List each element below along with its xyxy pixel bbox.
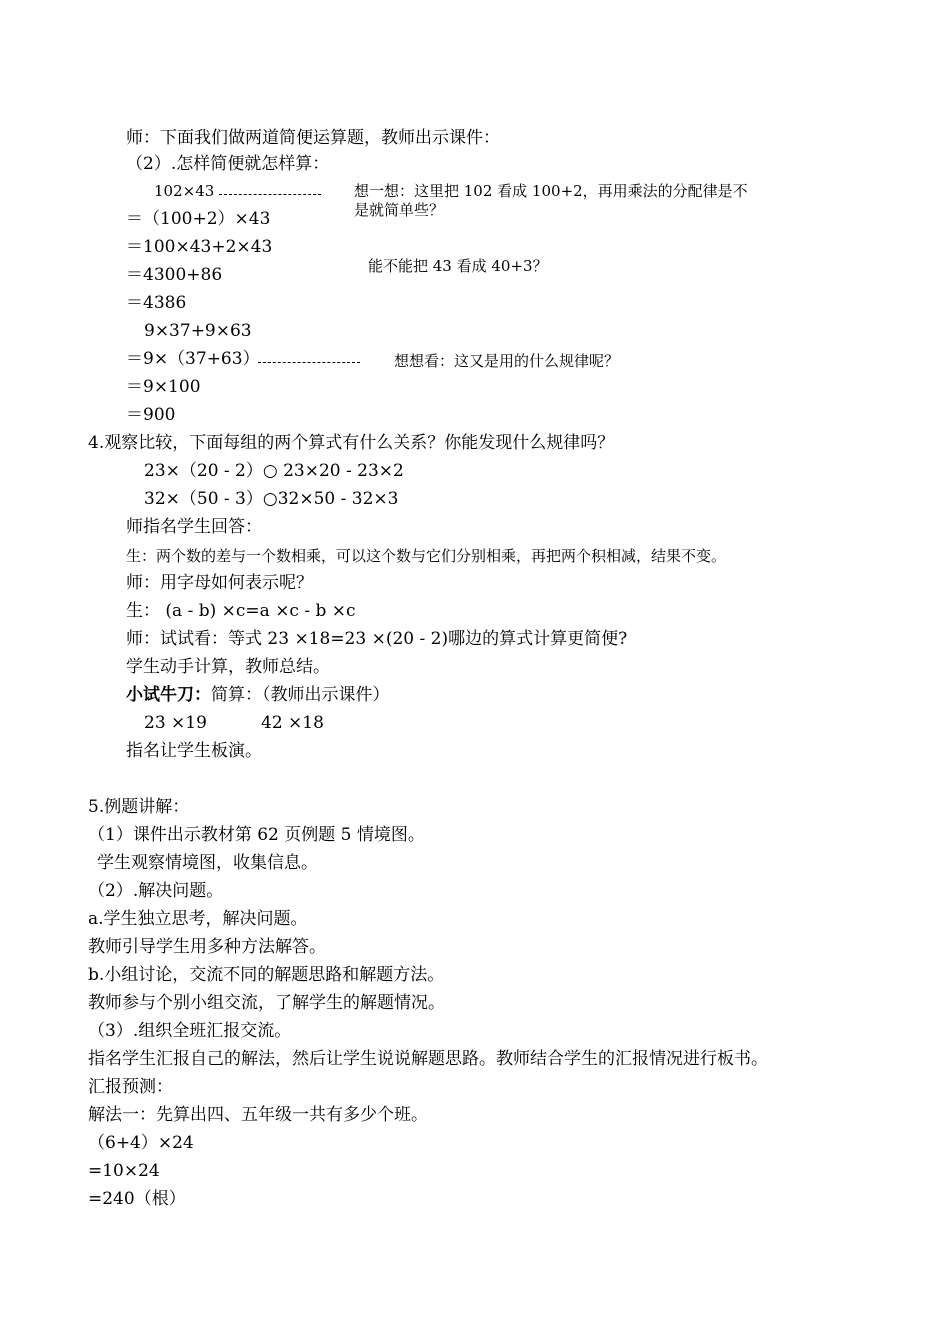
callout-note-1-line-1: 想一想：这里把 102 看成 100+2，再用乘法的分配律是不 [354,182,748,200]
text-line: 学生观察情境图，收集信息。 [97,853,318,873]
text-line: a.学生独立思考，解决问题。 [88,909,308,929]
calculation-line: =240（根） [88,1189,186,1209]
practice-heading: 小试牛刀： [126,685,211,705]
student-answer-line: 生：两个数的差与一个数相乘，可以这个数与它们分别相乘，再把两个积相减，结果不变。 [126,547,727,565]
practice-expression: 42 ×18 [261,713,324,733]
text-line: （2）.解决问题。 [88,881,224,901]
text-line: 指名让学生板演。 [126,741,262,761]
calculation-line: =10×24 [88,1161,160,1181]
step-line: ＝4300+86 [126,265,223,285]
step-line: ＝100×43+2×43 [126,237,273,257]
step-line: ＝9×（37+63） [126,349,260,369]
text-line: 师：试试看：等式 23 ×18=23 ×(20 - 2)哪边的算式计算更简便? [126,629,628,649]
text-line: （1）课件出示教材第 62 页例题 5 情境图。 [88,825,425,845]
text-line: 指名学生汇报自己的解法，然后让学生说说解题思路。教师结合学生的汇报情况进行板书。 [88,1049,768,1069]
text-line: 师指名学生回答： [126,517,262,537]
comparison-line: 23×（20 - 2）○ 23×20 - 23×2 [144,461,404,481]
text-line: b.小组讨论，交流不同的解题思路和解题方法。 [88,965,445,985]
practice-expression: 23 ×19 [144,713,207,733]
expression-102x43: 102×43 [154,182,215,200]
calculation-line: （6+4）×24 [88,1133,194,1153]
question-2-heading: （2）.怎样简便就怎样算： [126,154,330,174]
text-line: 汇报预测： [88,1077,173,1097]
text-line: 师：用字母如何表示呢？ [126,573,313,593]
text-line: （3）.组织全班汇报交流。 [88,1021,292,1041]
step-line: ＝900 [126,405,176,425]
text-line: 教师参与个别小组交流，了解学生的解题情况。 [88,993,445,1013]
section-5-heading: 5.例题讲解： [88,797,190,817]
step-line: ＝（100+2）×43 [126,209,271,229]
callout-connector-1 [219,194,321,195]
expression-9x37-9x63: 9×37+9×63 [144,321,252,341]
text-line: 学生动手计算，教师总结。 [126,657,330,677]
step-line: ＝4386 [126,293,187,313]
formula-line: 生： (a - b) ×c=a ×c - b ×c [126,601,356,621]
text-line: 解法一：先算出四、五年级一共有多少个班。 [88,1105,428,1125]
callout-note-1-line-2: 是就简单些？ [354,201,445,219]
comparison-line: 32×（50 - 3）○32×50 - 32×3 [144,489,399,509]
callout-connector-2 [258,362,360,363]
practice-line [126,684,390,706]
practice-instruction: 简算：（教师出示课件） [211,685,390,705]
step-line: ＝9×100 [126,377,201,397]
text-line: 教师引导学生用多种方法解答。 [88,937,326,957]
teacher-intro-line: 师：下面我们做两道简便运算题，教师出示课件： [126,128,500,148]
section-4-heading: 4.观察比较，下面每组的两个算式有什么关系？你能发现什么规律吗？ [88,433,615,453]
callout-note-2: 能不能把 43 看成 40+3？ [368,257,548,275]
callout-note-3: 想想看：这又是用的什么规律呢？ [394,352,620,370]
